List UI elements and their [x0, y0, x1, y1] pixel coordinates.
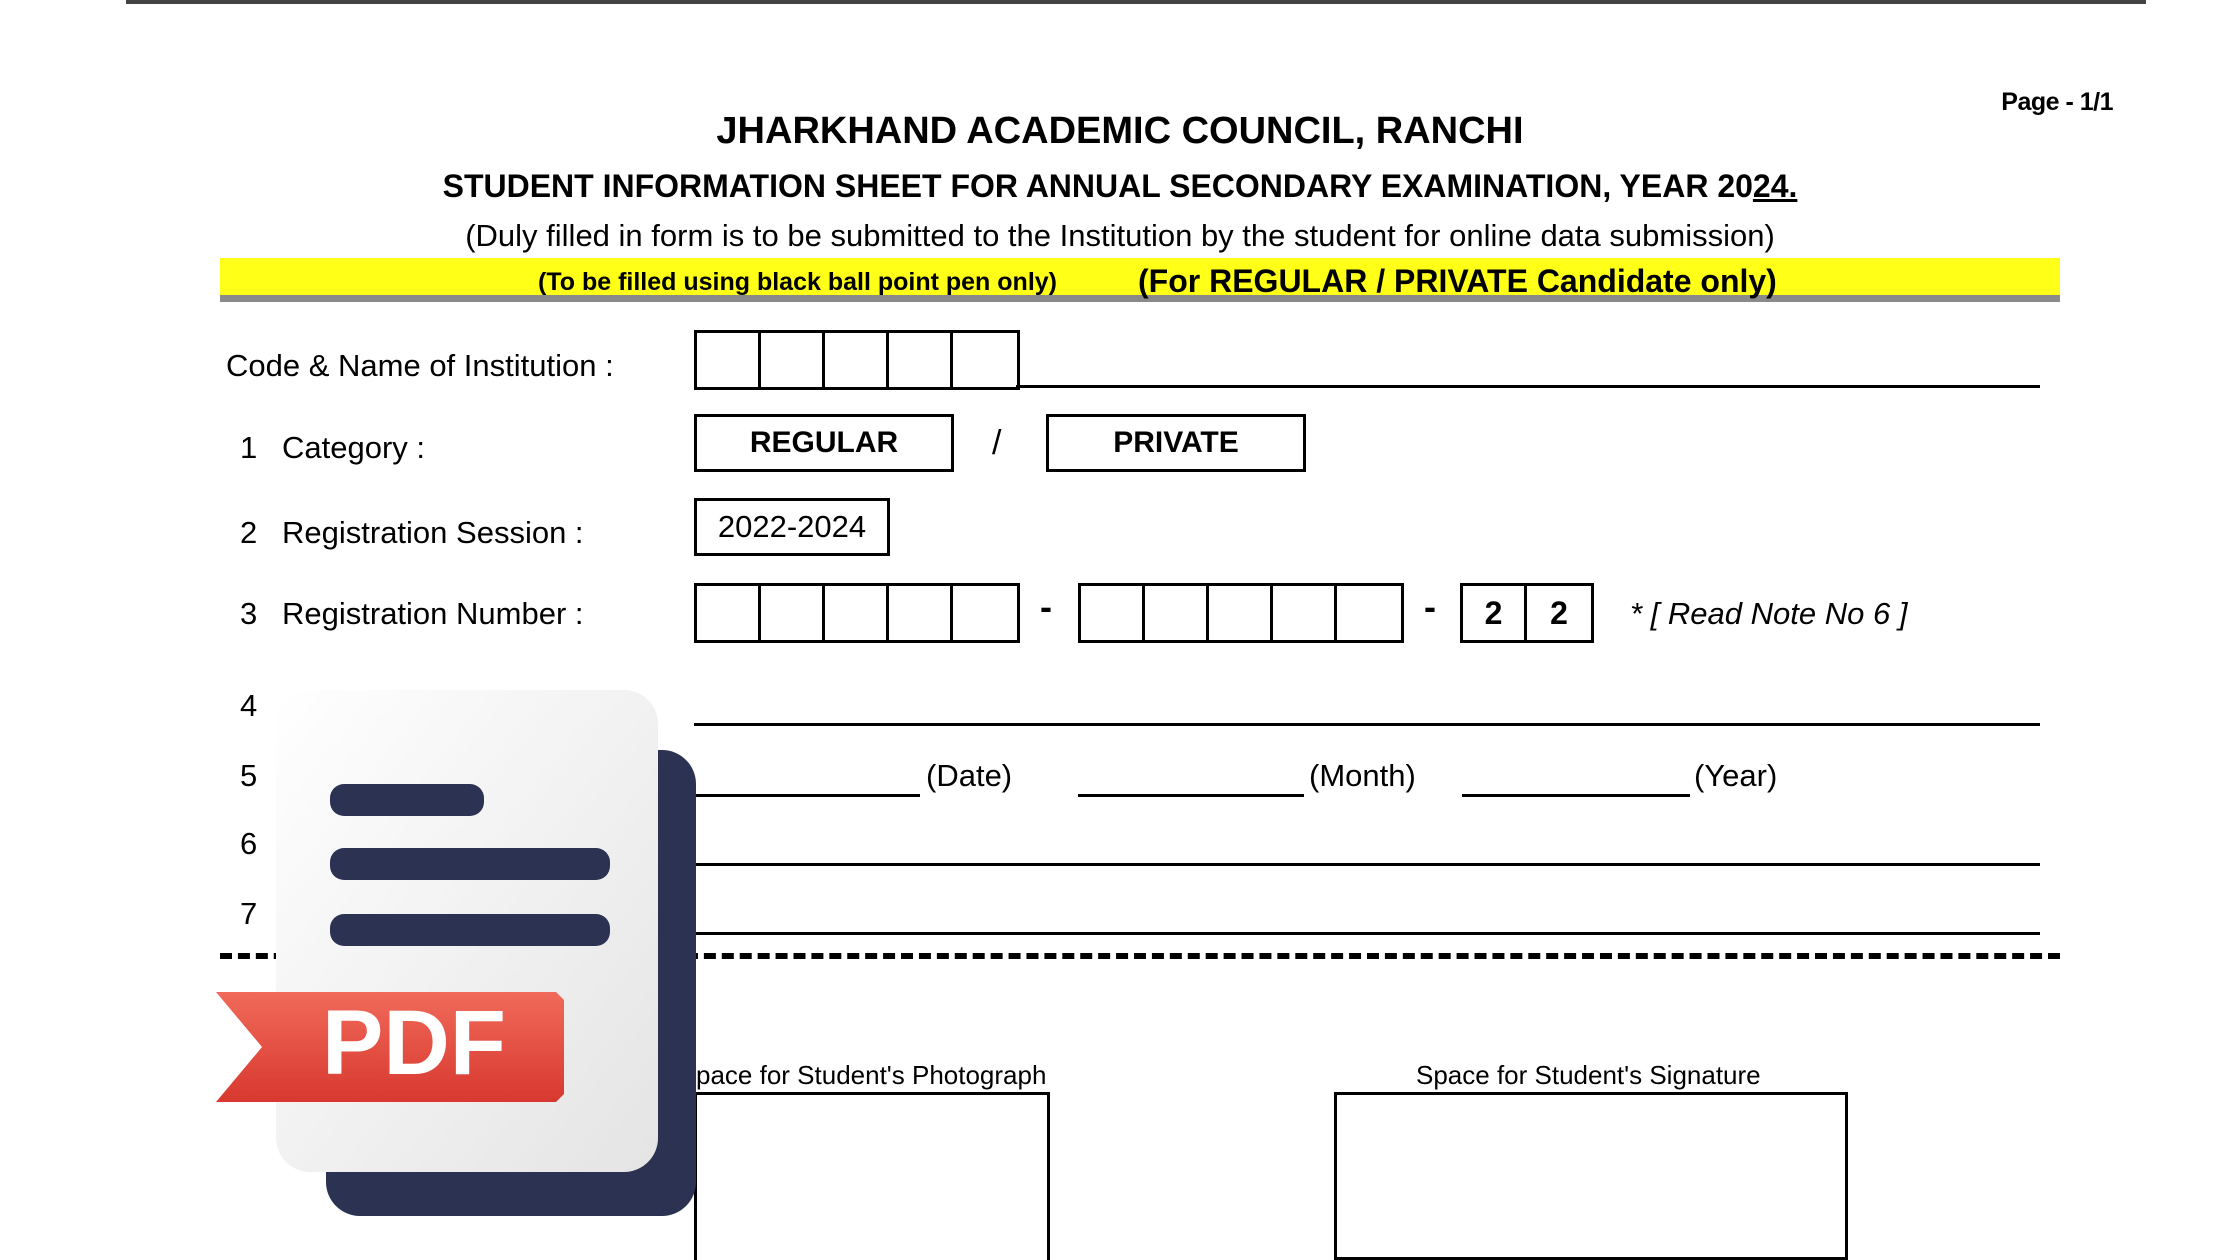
regno-cell[interactable]	[761, 586, 825, 640]
regno-cell[interactable]	[889, 586, 953, 640]
regno-cell[interactable]	[1209, 586, 1273, 640]
category-separator: /	[992, 424, 1002, 462]
regno-dash: -	[1040, 586, 1052, 627]
row-number: 5	[240, 758, 258, 793]
signature-box[interactable]	[1334, 1092, 1848, 1260]
row-number: 1	[240, 430, 258, 465]
regno-note: * [ Read Note No 6 ]	[1630, 596, 1908, 631]
regno-boxes-part1[interactable]	[694, 583, 1020, 643]
year-line[interactable]	[1462, 794, 1690, 797]
category-regular-box[interactable]: REGULAR	[694, 414, 954, 472]
regno-label: Registration Number :	[282, 596, 584, 631]
session-value-box[interactable]: 2022-2024	[694, 498, 890, 556]
row4-line[interactable]	[694, 723, 2040, 726]
regno-cell[interactable]	[697, 586, 761, 640]
council-title: JHARKHAND ACADEMIC COUNCIL, RANCHI	[716, 110, 1524, 152]
row6-line[interactable]	[694, 863, 2040, 866]
row7-line[interactable]	[694, 932, 2040, 935]
submission-instruction: (Duly filled in form is to be submitted to the Institution by the student for online data submission)	[465, 218, 1775, 253]
regno-cell[interactable]	[953, 586, 1017, 640]
row-number: 2	[240, 515, 258, 550]
regno-cell[interactable]: 2	[1463, 586, 1527, 640]
regno-cell[interactable]	[1337, 586, 1401, 640]
year-label: (Year)	[1694, 758, 1778, 793]
date-label: (Date)	[926, 758, 1013, 793]
top-border	[126, 0, 2146, 4]
pdf-file-icon	[214, 682, 704, 1222]
code-cell[interactable]	[761, 333, 825, 387]
session-label: Registration Session :	[282, 515, 584, 550]
regno-cell[interactable]	[1081, 586, 1145, 640]
category-private-box[interactable]: PRIVATE	[1046, 414, 1306, 472]
signature-label: Space for Student's Signature	[1416, 1060, 1761, 1090]
row-number: 4	[240, 688, 258, 723]
code-cell[interactable]	[953, 333, 1017, 387]
row-number: 6	[240, 826, 258, 861]
regno-dash: -	[1424, 586, 1436, 627]
regno-cell[interactable]	[1273, 586, 1337, 640]
regno-cell[interactable]	[825, 586, 889, 640]
candidate-type-note: (For REGULAR / PRIVATE Candidate only)	[1138, 263, 1777, 299]
code-cell[interactable]	[889, 333, 953, 387]
pdf-badge-text: PDF	[322, 992, 506, 1094]
institution-name-line[interactable]	[1016, 385, 2040, 388]
row-number: 3	[240, 596, 258, 631]
pen-instruction: (To be filled using black ball point pen only)	[538, 268, 1057, 296]
sheet-title: STUDENT INFORMATION SHEET FOR ANNUAL SECONDARY EXAMINATION, YEAR 2024.	[442, 168, 1798, 204]
photo-label: pace for Student's Photograph	[696, 1060, 1047, 1090]
regno-boxes-part2[interactable]	[1078, 583, 1404, 643]
regno-cell[interactable]: 2	[1550, 594, 1568, 631]
institution-label: Code & Name of Institution :	[226, 348, 614, 383]
regno-boxes-part3[interactable]	[1460, 583, 1594, 643]
regno-cell[interactable]	[1145, 586, 1209, 640]
month-line[interactable]	[1078, 794, 1304, 797]
row-number: 7	[240, 896, 258, 931]
category-label: Category :	[282, 430, 426, 465]
date-line[interactable]	[694, 794, 920, 797]
institution-code-boxes[interactable]	[694, 330, 1020, 390]
photo-box[interactable]	[694, 1092, 1050, 1260]
code-cell[interactable]	[825, 333, 889, 387]
code-cell[interactable]	[697, 333, 761, 387]
month-label: (Month)	[1309, 758, 1416, 793]
page-number: Page - 1/1	[2001, 88, 2113, 116]
